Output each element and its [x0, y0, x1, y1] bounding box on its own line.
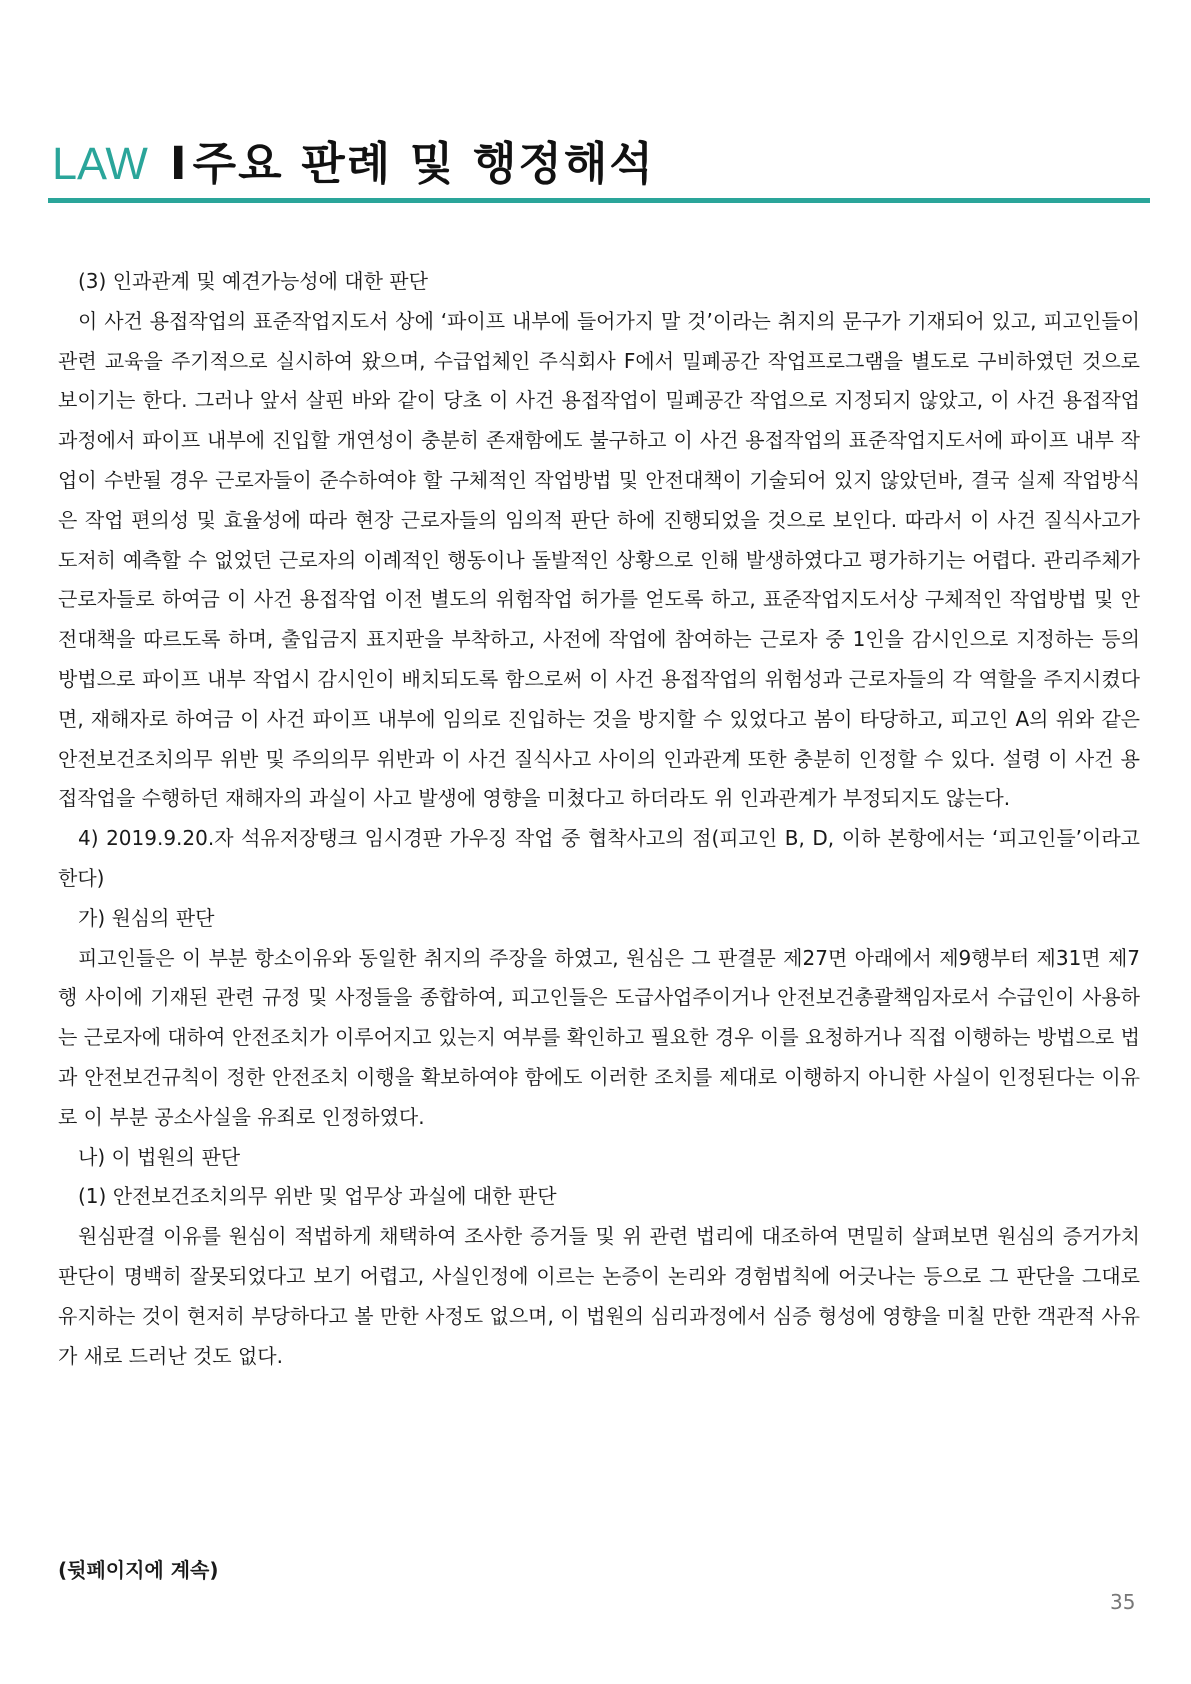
- section-title: [52, 136, 655, 192]
- page-header: [48, 132, 1150, 204]
- document-body: [58, 262, 1140, 1376]
- continued-note: (뒷페이지에 계속): [58, 1558, 219, 1582]
- section-heading: 주요 판례 및 행정해석: [192, 137, 655, 190]
- paragraph-case-4: 4) 2019.9.20.자 석유저장탱크 임시경판 가우징 작업 중 협착사고의 점(피고인 B, D, 이하 본항에서는 ‘피고인들’이라고 한다): [58, 826, 1140, 890]
- title-separator: I: [169, 137, 187, 190]
- paragraph-causation: 이 사건 용접작업의 표준작업지도서 상에 ‘파이프 내부에 들어가지 말 것’이라는 취지의 문구가 기재되어 있고, 피고인들이 관련 교육을 주기적으로 실시하여 왔으며, 수급업체인 주식회사 F에서 밀폐공간 작업프로그램을 별도로 구비하였던 것으로 보이기는 한다. 그러나 앞서 살핀 바와 같이 당초 이 사건 용접작업이 밀폐공간 작업으로 지정되지 않았고, 이 사건 용접작업 과정에서 파이프 내부에 진입할 개연성이 충분히 존재함에도 불구하고 이 사건 용접작업의 표준작업지도서에 파이프 내부 작업이 수반될 경우 근로자들이 준수하여야 할 구체적인 작업방법 및 안전대책이 기술되어 있지 않았던바, 결국 실제 작업방식은 작업 편의성 및 효율성에 따라 현장 근로자들의 임의적 판단 하에 진행되었을 것으로 보인다. 따라서 이 사건 질식사고가 도저히 예측할 수 없었던 근로자의 이례적인 행동이나 돌발적인 상황으로 인해 발생하였다고 평가하기는 어렵다. 관리주체가 근로자들로 하여금 이 사건 용접작업 이전 별도의 위험작업 허가를 얻도록 하고, 표준작업지도서상 구체적인 작업방법 및 안전대책을 따르도록 하며, 출입금지 표지판을 부착하고, 사전에 작업에 참여하는 근로자 중 1인을 감시인으로 지정하는 등의 방법으로 파이프 내부 작업시 감시인이 배치되도록 함으로써 이 사건 용접작업의 위험성과 근로자들의 각 역할을 주지시켰다면, 재해자로 하여금 이 사건 파이프 내부에 임의로 진입하는 것을 방지할 수 있었다고 봄이 타당하고, 피고인 A의 위와 같은 안전보건조치의무 위반 및 주의의무 위반과 이 사건 질식사고 사이의 인과관계 또한 충분히 인정할 수 있다. 설령 이 사건 용접작업을 수행하던 재해자의 과실이 사고 발생에 영향을 미쳤다고 하더라도 위 인과관계가 부정되지도 않는다.: [58, 308, 1140, 811]
- subheading-safety-duty: (1) 안전보건조치의무 위반 및 업무상 과실에 대한 판단: [78, 1184, 557, 1209]
- header-divider: [48, 198, 1150, 203]
- subheading-this-court: 나) 이 법원의 판단: [78, 1144, 241, 1169]
- page-number: 35: [1110, 1590, 1136, 1614]
- paragraph-lower-court: 피고인들은 이 부분 항소이유와 동일한 취지의 주장을 하였고, 원심은 그 판결문 제27면 아래에서 제9행부터 제31면 제7행 사이에 기재된 관련 규정 및 사정들을 종합하여, 피고인들은 도급사업주이거나 안전보건총괄책임자로서 수급인이 사용하는 근로자에 대하여 안전조치가 이루어지고 있는지 여부를 확인하고 필요한 경우 이를 요청하거나 직접 이행하는 방법으로 법과 안전보건규칙이 정한 안전조치 이행을 확보하여야 함에도 이러한 조치를 제대로 이행하지 아니한 사실이 인정된다는 이유로 이 부분 공소사실을 유죄로 인정하였다.: [58, 945, 1140, 1129]
- subheading-lower-court: 가) 원심의 판단: [78, 905, 215, 930]
- paragraph-safety-duty: 원심판결 이유를 원심이 적법하게 채택하여 조사한 증거들 및 위 관련 법리에 대조하여 면밀히 살펴보면 원심의 증거가치 판단이 명백히 잘못되었다고 보기 어렵고, 사실인정에 이르는 논증이 논리와 경험법칙에 어긋나는 등으로 그 판단을 그대로 유지하는 것이 현저히 부당하다고 볼 만한 사정도 없으며, 이 법원의 심리과정에서 심증 형성에 영향을 미칠 만한 객관적 사유가 새로 드러난 것도 없다.: [58, 1224, 1140, 1368]
- section-label-law: LAW: [52, 138, 148, 189]
- subheading-causation: (3) 인과관계 및 예견가능성에 대한 판단: [78, 269, 428, 293]
